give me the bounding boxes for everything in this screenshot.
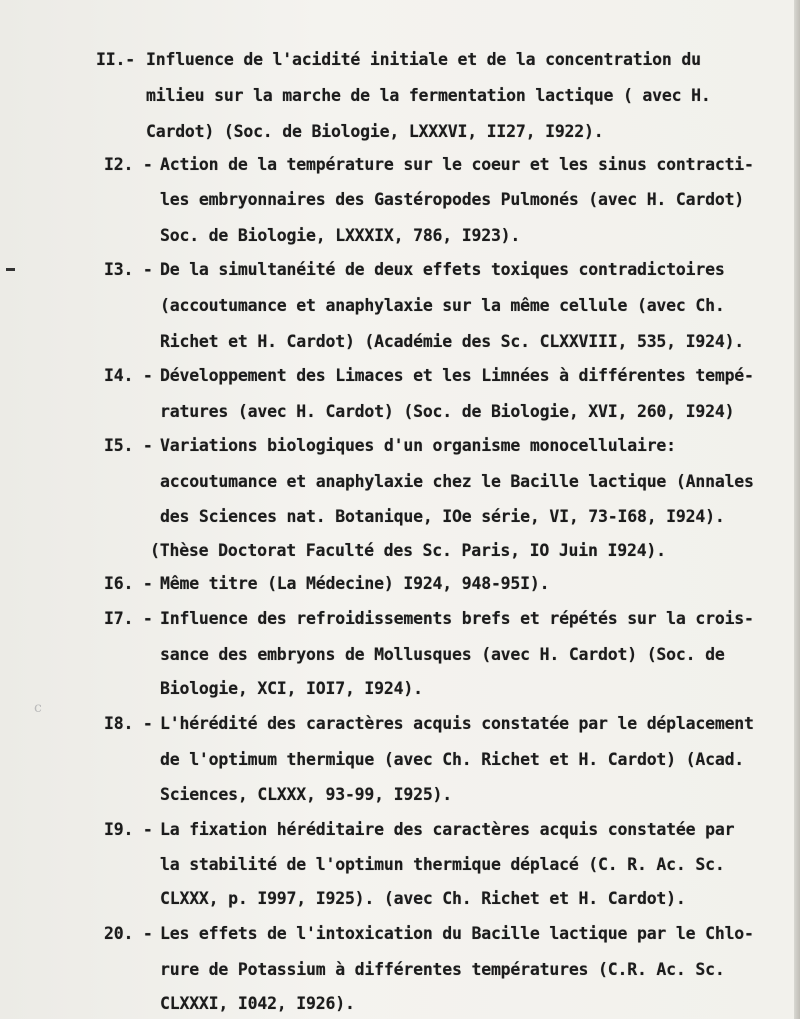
entry-number: I9. -	[104, 820, 153, 839]
entry-number: I5. -	[104, 436, 153, 455]
entry-line: les embryonnaires des Gastéropodes Pulmonés (avec H. Cardot)	[160, 190, 745, 209]
entry-line: De la simultanéité de deux effets toxiques contradictoires	[160, 260, 725, 279]
entry-line: des Sciences nat. Botanique, IOe série, VI, 73-I68, I924).	[160, 507, 725, 526]
margin-pencil-mark: c	[34, 700, 42, 716]
entry-line: Action de la température sur le coeur et les sinus contracti-	[160, 155, 754, 174]
entry-line: CLXXX, p. I997, I925). (avec Ch. Richet et H. Cardot).	[160, 889, 686, 908]
entry-line: Variations biologiques d'un organisme monocellulaire:	[160, 436, 676, 455]
entry-number: I4. -	[104, 366, 153, 385]
entry-line: Soc. de Biologie, LXXXIX, 786, I923).	[160, 226, 521, 245]
entry-line: accoutumance et anaphylaxie chez le Bacille lactique (Annales	[160, 472, 754, 491]
entry-number: I3. -	[104, 260, 153, 279]
entry-number: II.-	[96, 50, 135, 69]
entry-line: Cardot) (Soc. de Biologie, LXXXVI, II27, I922).	[146, 122, 604, 141]
entry-line: ratures (avec H. Cardot) (Soc. de Biologie, XVI, 260, I924)	[160, 402, 735, 421]
entry-number: I7. -	[104, 609, 153, 628]
entry-number: I2. -	[104, 155, 153, 174]
entry-line: milieu sur la marche de la fermentation lactique ( avec H.	[146, 86, 711, 105]
entry-line: L'hérédité des caractères acquis constatée par le déplacement	[160, 714, 754, 733]
page-edge-shadow	[794, 0, 800, 1019]
entry-line: Même titre (La Médecine) I924, 948-95I).	[160, 574, 550, 593]
entry-line: CLXXXI, I042, I926).	[160, 994, 355, 1013]
entry-line: Les effets de l'intoxication du Bacille lactique par le Chlo-	[160, 924, 754, 943]
entry-number: 20. -	[104, 924, 153, 943]
entry-line: La fixation héréditaire des caractères acquis constatée par	[160, 820, 735, 839]
entry-line: rure de Potassium à différentes températures (C.R. Ac. Sc.	[160, 960, 725, 979]
entry-line: sance des embryons de Mollusques (avec H. Cardot) (Soc. de	[160, 645, 725, 664]
entry-line: Richet et H. Cardot) (Académie des Sc. CLXXVIII, 535, I924).	[160, 332, 745, 351]
entry-line: Biologie, XCI, IOI7, I924).	[160, 679, 423, 698]
entry-line: Influence de l'acidité initiale et de la concentration du	[146, 50, 701, 69]
entry-line: de l'optimum thermique (avec Ch. Richet et H. Cardot) (Acad.	[160, 750, 745, 769]
entry-line: (accoutumance et anaphylaxie sur la même cellule (avec Ch.	[160, 296, 725, 315]
entry-line: Sciences, CLXXX, 93-99, I925).	[160, 785, 453, 804]
entry-line: Développement des Limaces et les Limnées à différentes tempé-	[160, 366, 754, 385]
entry-line: Influence des refroidissements brefs et répétés sur la crois-	[160, 609, 754, 628]
entry-line: (Thèse Doctorat Faculté des Sc. Paris, IO Juin I924).	[150, 541, 666, 560]
entry-number: I8. -	[104, 714, 153, 733]
entry-number: I6. -	[104, 574, 153, 593]
entry-line: la stabilité de l'optimun thermique déplacé (C. R. Ac. Sc.	[160, 855, 725, 874]
